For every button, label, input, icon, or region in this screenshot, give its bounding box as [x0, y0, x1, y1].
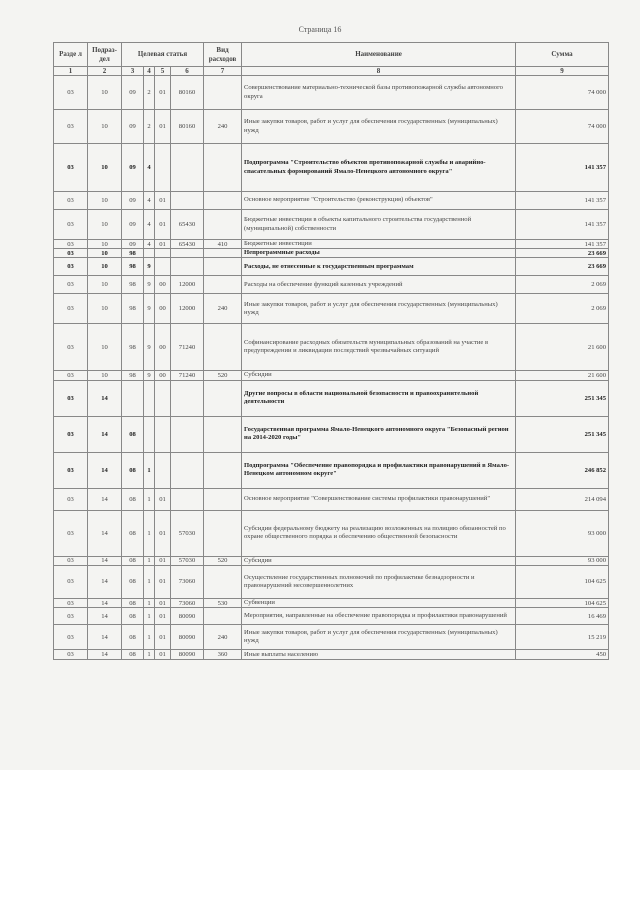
- razdel-cell: 03: [54, 510, 88, 556]
- program-code-cell: 09: [122, 144, 144, 192]
- activity-code-cell: 01: [155, 565, 171, 598]
- podrazdel-cell: 14: [88, 510, 122, 556]
- direction-code-cell: 80160: [171, 76, 204, 110]
- subprogram-code-cell: 2: [144, 110, 155, 144]
- table-row: [54, 210, 609, 240]
- razdel-cell: 03: [54, 76, 88, 110]
- razdel-cell: 03: [54, 625, 88, 650]
- razdel-cell: 03: [54, 249, 88, 258]
- item-name-cell: Основное мероприятие "Строительство (реконструкция) объектов": [242, 192, 516, 210]
- activity-code-cell: 01: [155, 556, 171, 565]
- sum-cell: 15 219: [516, 625, 609, 650]
- activity-code-cell: 01: [155, 192, 171, 210]
- item-name-cell: Иные закупки товаров, работ и услуг для обеспечения государственных (муниципальных) нужд: [242, 294, 516, 324]
- direction-code-cell: 80090: [171, 625, 204, 650]
- podrazdel-cell: 10: [88, 294, 122, 324]
- subprogram-code-cell: [144, 249, 155, 258]
- program-code-cell: 09: [122, 210, 144, 240]
- activity-code-cell: 01: [155, 608, 171, 625]
- item-name-cell: Бюджетные инвестиции в объекты капитального строительства государственной (муниципальной) собственности: [242, 210, 516, 240]
- direction-code-cell: [171, 258, 204, 276]
- table-row: [54, 240, 609, 249]
- subprogram-code-cell: 1: [144, 650, 155, 660]
- column-number: 1: [54, 67, 88, 76]
- razdel-cell: 03: [54, 380, 88, 416]
- table-body: [54, 76, 609, 660]
- table-row: [54, 416, 609, 452]
- activity-code-cell: 00: [155, 324, 171, 371]
- razdel-cell: 03: [54, 416, 88, 452]
- direction-code-cell: 12000: [171, 294, 204, 324]
- table-row: [54, 565, 609, 598]
- podrazdel-cell: 14: [88, 608, 122, 625]
- direction-code-cell: 80090: [171, 650, 204, 660]
- sum-cell: 214 094: [516, 488, 609, 510]
- item-name-cell: Другие вопросы в области национальной безопасности и правоохранительной деятельности: [242, 380, 516, 416]
- podrazdel-cell: 14: [88, 598, 122, 607]
- activity-code-cell: 01: [155, 240, 171, 249]
- expense-type-cell: [204, 276, 242, 294]
- razdel-cell: 03: [54, 240, 88, 249]
- activity-code-cell: 00: [155, 294, 171, 324]
- table-row: [54, 556, 609, 565]
- direction-code-cell: 71240: [171, 324, 204, 371]
- subprogram-code-cell: 9: [144, 371, 155, 380]
- budget-table: [53, 42, 609, 660]
- subprogram-code-cell: 4: [144, 240, 155, 249]
- sum-cell: 141 357: [516, 192, 609, 210]
- table-row: [54, 249, 609, 258]
- program-code-cell: 98: [122, 276, 144, 294]
- razdel-cell: 03: [54, 294, 88, 324]
- activity-code-cell: 01: [155, 510, 171, 556]
- podrazdel-cell: 10: [88, 210, 122, 240]
- expense-type-cell: [204, 510, 242, 556]
- podrazdel-cell: 10: [88, 324, 122, 371]
- sum-cell: 251 345: [516, 416, 609, 452]
- direction-code-cell: [171, 144, 204, 192]
- program-code-cell: 08: [122, 565, 144, 598]
- table-row: [54, 510, 609, 556]
- expense-type-cell: [204, 324, 242, 371]
- podrazdel-cell: 10: [88, 371, 122, 380]
- column-number: 3: [122, 67, 144, 76]
- item-name-cell: Иные выплаты населению: [242, 650, 516, 660]
- header-row: [54, 43, 609, 67]
- item-name-cell: Иные закупки товаров, работ и услуг для обеспечения государственных (муниципальных) нужд: [242, 110, 516, 144]
- activity-code-cell: [155, 249, 171, 258]
- table-row: [54, 650, 609, 660]
- sum-cell: 21 600: [516, 324, 609, 371]
- activity-code-cell: 01: [155, 650, 171, 660]
- activity-code-cell: 00: [155, 276, 171, 294]
- header-sum: Сумма: [516, 43, 609, 67]
- subprogram-code-cell: 4: [144, 192, 155, 210]
- item-name-cell: Основное мероприятие "Совершенствование системы профилактики правонарушений": [242, 488, 516, 510]
- table-row: [54, 76, 609, 110]
- sum-cell: 23 669: [516, 258, 609, 276]
- subprogram-code-cell: 1: [144, 556, 155, 565]
- item-name-cell: Расходы, не отнесенные к государственным программам: [242, 258, 516, 276]
- item-name-cell: Софинансирование расходных обязательств муниципальных образований на участие в предупреждении и ликвидации последствий чрезвычайных ситуаций: [242, 324, 516, 371]
- subprogram-code-cell: 9: [144, 276, 155, 294]
- sum-cell: 16 469: [516, 608, 609, 625]
- activity-code-cell: [155, 258, 171, 276]
- column-number: 6: [171, 67, 204, 76]
- table-row: [54, 144, 609, 192]
- item-name-cell: Иные закупки товаров, работ и услуг для обеспечения государственных (муниципальных) нужд: [242, 625, 516, 650]
- sum-cell: 93 000: [516, 510, 609, 556]
- razdel-cell: 03: [54, 210, 88, 240]
- expense-type-cell: 240: [204, 625, 242, 650]
- subprogram-code-cell: 1: [144, 510, 155, 556]
- program-code-cell: 08: [122, 488, 144, 510]
- program-code-cell: 98: [122, 294, 144, 324]
- razdel-cell: 03: [54, 598, 88, 607]
- program-code-cell: 08: [122, 650, 144, 660]
- item-name-cell: Субвенции: [242, 598, 516, 607]
- activity-code-cell: 01: [155, 76, 171, 110]
- expense-type-cell: [204, 258, 242, 276]
- program-code-cell: [122, 380, 144, 416]
- header-podrazdel: Подраз-дел: [88, 43, 122, 67]
- sum-cell: 93 000: [516, 556, 609, 565]
- table-row: [54, 371, 609, 380]
- program-code-cell: 98: [122, 371, 144, 380]
- subprogram-code-cell: 1: [144, 625, 155, 650]
- expense-type-cell: [204, 210, 242, 240]
- subprogram-code-cell: 9: [144, 324, 155, 371]
- razdel-cell: 03: [54, 371, 88, 380]
- podrazdel-cell: 10: [88, 76, 122, 110]
- header-name: Наименование: [242, 43, 516, 67]
- direction-code-cell: 73060: [171, 598, 204, 607]
- razdel-cell: 03: [54, 452, 88, 488]
- direction-code-cell: 57030: [171, 510, 204, 556]
- column-number: 7: [204, 67, 242, 76]
- direction-code-cell: [171, 488, 204, 510]
- subprogram-code-cell: 9: [144, 258, 155, 276]
- expense-type-cell: [204, 192, 242, 210]
- column-number: 9: [516, 67, 609, 76]
- program-code-cell: 08: [122, 510, 144, 556]
- razdel-cell: 03: [54, 276, 88, 294]
- sum-cell: 23 669: [516, 249, 609, 258]
- program-code-cell: 98: [122, 324, 144, 371]
- subprogram-code-cell: 4: [144, 210, 155, 240]
- header-expense-type: Вид расходов: [204, 43, 242, 67]
- podrazdel-cell: 14: [88, 488, 122, 510]
- direction-code-cell: [171, 249, 204, 258]
- expense-type-cell: [204, 452, 242, 488]
- direction-code-cell: [171, 452, 204, 488]
- direction-code-cell: 73060: [171, 565, 204, 598]
- podrazdel-cell: 14: [88, 416, 122, 452]
- podrazdel-cell: 14: [88, 556, 122, 565]
- podrazdel-cell: 14: [88, 625, 122, 650]
- activity-code-cell: [155, 416, 171, 452]
- program-code-cell: 09: [122, 110, 144, 144]
- table-row: [54, 192, 609, 210]
- table-row: [54, 110, 609, 144]
- direction-code-cell: 71240: [171, 371, 204, 380]
- razdel-cell: 03: [54, 258, 88, 276]
- podrazdel-cell: 10: [88, 276, 122, 294]
- expense-type-cell: [204, 565, 242, 598]
- subprogram-code-cell: 2: [144, 76, 155, 110]
- program-code-cell: 09: [122, 76, 144, 110]
- expense-type-cell: 240: [204, 110, 242, 144]
- razdel-cell: 03: [54, 110, 88, 144]
- table-row: [54, 598, 609, 607]
- podrazdel-cell: 14: [88, 380, 122, 416]
- subprogram-code-cell: 1: [144, 488, 155, 510]
- expense-type-cell: 410: [204, 240, 242, 249]
- expense-type-cell: [204, 76, 242, 110]
- sum-cell: 141 357: [516, 240, 609, 249]
- column-number: 8: [242, 67, 516, 76]
- activity-code-cell: [155, 144, 171, 192]
- program-code-cell: 08: [122, 598, 144, 607]
- sum-cell: 450: [516, 650, 609, 660]
- column-number: 5: [155, 67, 171, 76]
- direction-code-cell: 65430: [171, 240, 204, 249]
- item-name-cell: Непрограммные расходы: [242, 249, 516, 258]
- razdel-cell: 03: [54, 192, 88, 210]
- direction-code-cell: [171, 192, 204, 210]
- item-name-cell: Бюджетные инвестиции: [242, 240, 516, 249]
- column-number: 2: [88, 67, 122, 76]
- podrazdel-cell: 10: [88, 240, 122, 249]
- program-code-cell: 98: [122, 258, 144, 276]
- sum-cell: 246 852: [516, 452, 609, 488]
- program-code-cell: 98: [122, 249, 144, 258]
- expense-type-cell: 520: [204, 556, 242, 565]
- razdel-cell: 03: [54, 324, 88, 371]
- sum-cell: 104 625: [516, 598, 609, 607]
- program-code-cell: 08: [122, 556, 144, 565]
- sum-cell: 2 069: [516, 294, 609, 324]
- direction-code-cell: 80090: [171, 608, 204, 625]
- header-razdel: Разде л: [54, 43, 88, 67]
- podrazdel-cell: 10: [88, 258, 122, 276]
- column-number: 4: [144, 67, 155, 76]
- subprogram-code-cell: 1: [144, 565, 155, 598]
- sum-cell: 251 345: [516, 380, 609, 416]
- expense-type-cell: 240: [204, 294, 242, 324]
- activity-code-cell: 01: [155, 598, 171, 607]
- subprogram-code-cell: [144, 416, 155, 452]
- direction-code-cell: [171, 380, 204, 416]
- item-name-cell: Мероприятия, направленные на обеспечение правопорядка и профилактики правонарушений: [242, 608, 516, 625]
- activity-code-cell: 01: [155, 210, 171, 240]
- table-row: [54, 608, 609, 625]
- podrazdel-cell: 10: [88, 249, 122, 258]
- item-name-cell: Совершенствование материально-технической базы противопожарной службы автономного округа: [242, 76, 516, 110]
- activity-code-cell: [155, 452, 171, 488]
- item-name-cell: Государственная программа Ямало-Ненецкого автономного округа "Безопасный регион на 2014-2020 годы": [242, 416, 516, 452]
- sum-cell: 2 069: [516, 276, 609, 294]
- podrazdel-cell: 10: [88, 144, 122, 192]
- activity-code-cell: [155, 380, 171, 416]
- table-row: [54, 324, 609, 371]
- subprogram-code-cell: [144, 380, 155, 416]
- expense-type-cell: [204, 488, 242, 510]
- expense-type-cell: 360: [204, 650, 242, 660]
- program-code-cell: 08: [122, 452, 144, 488]
- table-row: [54, 294, 609, 324]
- program-code-cell: 09: [122, 240, 144, 249]
- subprogram-code-cell: 4: [144, 144, 155, 192]
- program-code-cell: 08: [122, 416, 144, 452]
- direction-code-cell: [171, 416, 204, 452]
- sum-cell: 21 600: [516, 371, 609, 380]
- razdel-cell: 03: [54, 608, 88, 625]
- podrazdel-cell: 14: [88, 452, 122, 488]
- sum-cell: 74 000: [516, 110, 609, 144]
- header-target-article: Целевая статья: [122, 43, 204, 67]
- table-row: [54, 276, 609, 294]
- item-name-cell: Подпрограмма "Строительство объектов противопожарной службы и аварийно-спасательных формирований Ямало-Ненецкого автономного округа": [242, 144, 516, 192]
- direction-code-cell: 57030: [171, 556, 204, 565]
- activity-code-cell: 01: [155, 110, 171, 144]
- item-name-cell: Субсидии: [242, 556, 516, 565]
- direction-code-cell: 65430: [171, 210, 204, 240]
- program-code-cell: 08: [122, 625, 144, 650]
- razdel-cell: 03: [54, 650, 88, 660]
- podrazdel-cell: 10: [88, 192, 122, 210]
- podrazdel-cell: 14: [88, 565, 122, 598]
- program-code-cell: 09: [122, 192, 144, 210]
- subprogram-code-cell: 9: [144, 294, 155, 324]
- expense-type-cell: 520: [204, 371, 242, 380]
- sum-cell: 141 357: [516, 144, 609, 192]
- expense-type-cell: [204, 608, 242, 625]
- page-number-label: Страница 16: [298, 25, 342, 34]
- item-name-cell: Субсидии федеральному бюджету на реализацию возложенных на полицию обязанностей по охране общественного порядка и обеспечению общественной безопасности: [242, 510, 516, 556]
- table-row: [54, 258, 609, 276]
- direction-code-cell: 80160: [171, 110, 204, 144]
- subprogram-code-cell: 1: [144, 608, 155, 625]
- column-number-row: [54, 67, 609, 76]
- table-row: [54, 625, 609, 650]
- activity-code-cell: 01: [155, 488, 171, 510]
- table-row: [54, 380, 609, 416]
- expense-type-cell: [204, 380, 242, 416]
- subprogram-code-cell: 1: [144, 598, 155, 607]
- item-name-cell: Субсидии: [242, 371, 516, 380]
- razdel-cell: 03: [54, 144, 88, 192]
- sum-cell: 141 357: [516, 210, 609, 240]
- razdel-cell: 03: [54, 556, 88, 565]
- activity-code-cell: 00: [155, 371, 171, 380]
- razdel-cell: 03: [54, 488, 88, 510]
- podrazdel-cell: 10: [88, 110, 122, 144]
- table-row: [54, 488, 609, 510]
- program-code-cell: 08: [122, 608, 144, 625]
- subprogram-code-cell: 1: [144, 452, 155, 488]
- razdel-cell: 03: [54, 565, 88, 598]
- sum-cell: 104 625: [516, 565, 609, 598]
- expense-type-cell: [204, 144, 242, 192]
- sum-cell: 74 000: [516, 76, 609, 110]
- item-name-cell: Осуществление государственных полномочий по профилактике безнадзорности и правонарушений несовершеннолетних: [242, 565, 516, 598]
- podrazdel-cell: 14: [88, 650, 122, 660]
- expense-type-cell: [204, 416, 242, 452]
- item-name-cell: Расходы на обеспечение функций казенных учреждений: [242, 276, 516, 294]
- direction-code-cell: 12000: [171, 276, 204, 294]
- expense-type-cell: [204, 249, 242, 258]
- activity-code-cell: 01: [155, 625, 171, 650]
- table-row: [54, 452, 609, 488]
- item-name-cell: Подпрограмма "Обеспечение правопорядка и профилактики правонарушений в Ямало-Ненецком автономном округе": [242, 452, 516, 488]
- expense-type-cell: 530: [204, 598, 242, 607]
